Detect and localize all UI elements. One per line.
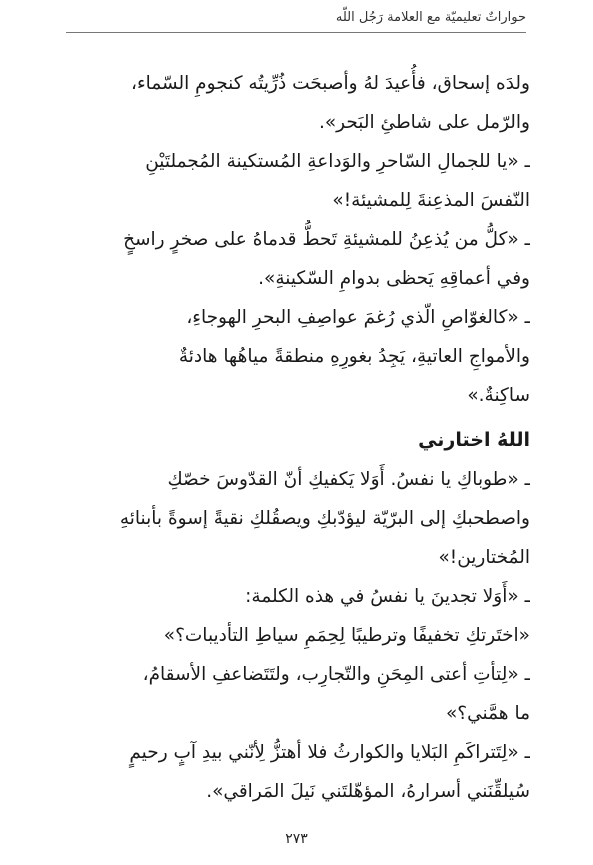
- page-number: ٢٧٣: [285, 831, 308, 847]
- text-line: والأمواجِ العاتيةِ، يَجِدُ بغورِهِ منطقةً مياهُها هادئةٌ: [178, 346, 530, 367]
- text-line: ولدَه إسحاق، فأُعيدَ لهُ وأصبحَت ذُرِّيتُه كنجومِ السّماء،: [131, 73, 530, 94]
- text-line: سُيلقِّنَني أسرارهُ، المؤهّلتَني نَيلَ المَراقي».: [206, 781, 530, 802]
- text-line: ـ «لِتأتِ أعتى المِحَنِ والتّجارِب، ولتَتَضاعفِ الأسقامُ،: [142, 664, 530, 685]
- text-line: والرّمل على شاطئِ البَحر».: [318, 112, 530, 133]
- text-line: ـ «كلُّ من يُذعِنُ للمشيئةِ تَحطُّ قدماهُ على صخرٍ راسخٍ: [123, 229, 530, 250]
- text-line: ما همَّني؟»: [445, 703, 530, 724]
- text-line: ـ «طوباكِ يا نفسُ. أَوَلا يَكفيكِ أنّ القدّوسَ خصّكِ: [167, 469, 530, 490]
- text-line: ـ «لِتَتراكَمِ البَلايا والكوارثُ فلا أهتزُّ لِأنّني بيدِ آبٍ رحيمٍ: [129, 742, 530, 763]
- section-heading: اللهُ اختارني: [418, 429, 530, 451]
- text-line: النّفسَ المذعِنةَ لِلمشيئة!»: [332, 190, 530, 211]
- text-line: ـ «أَوَلا تجدينَ يا نفسُ في هذه الكلمة:: [245, 586, 530, 607]
- page-body: [62, 64, 530, 811]
- text-line: ـ «كالغوّاصِ الّذي رُغمَ عواصِفِ البحرِ الهوجاءِ،: [186, 307, 530, 328]
- running-header: حواراتٌ تعليميّة مع العلامة رَجُل اللّه: [66, 10, 526, 33]
- text-line: ـ «يا للجمالِ السّاحرِ والوَداعةِ المُستكينة المُجملتَيْنِ: [145, 151, 530, 172]
- text-line: المُختارين!»: [438, 547, 530, 568]
- text-line: وفي أعماقِهِ يَحظى بدوامِ السّكينةِ».: [258, 268, 530, 289]
- text-line: «اختَرتكِ تخفيفًا وترطيبًا لِحِمَمِ سياطِ التأديبات؟»: [163, 625, 530, 646]
- text-line: واصطحبكِ إلى البرّيّة ليؤدّبكِ ويصقُلكِ نقيةً إسوةً بأبنائهِ: [119, 508, 530, 529]
- text-line: ساكِنةٌ.»: [467, 385, 530, 406]
